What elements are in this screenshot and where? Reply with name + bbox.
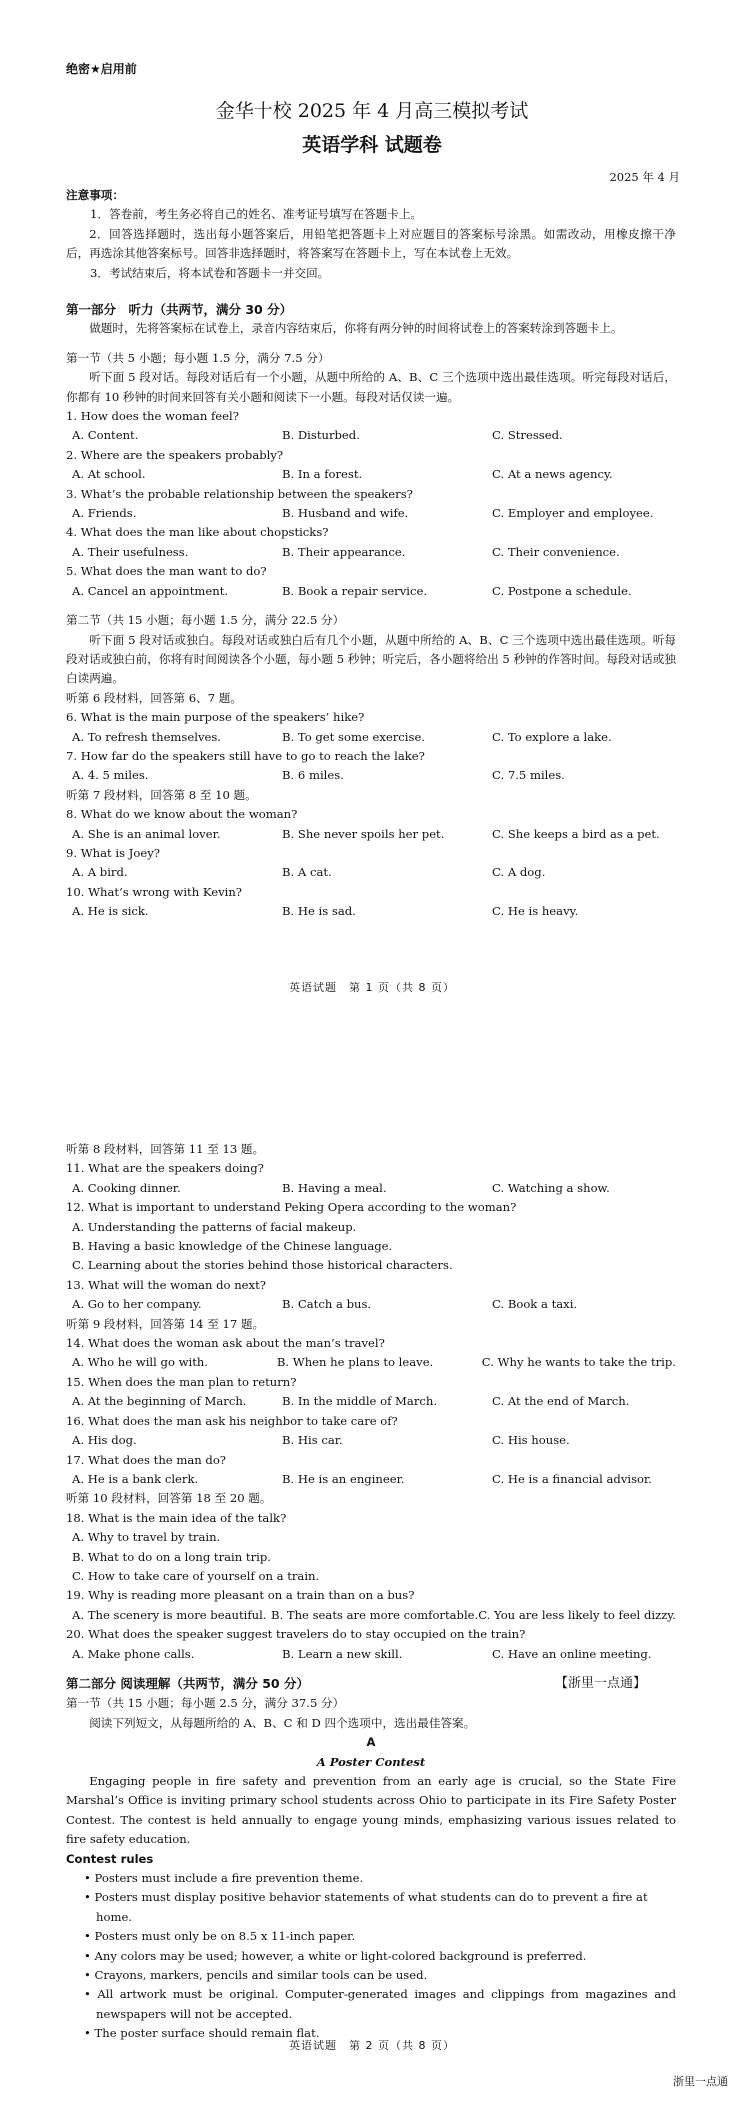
material-label: 听第 7 段材料，回答第 8 至 10 题。 [66,787,257,802]
option-a: A. 4. 5 miles. [72,768,149,783]
question-stem: 9. What is Joey? [66,845,160,860]
material-label: 听第 10 段材料，回答第 18 至 20 题。 [66,1491,272,1506]
option-c: C. Watching a show. [492,1180,610,1195]
option-c: C. Why he wants to take the trip. [481,1355,676,1370]
option-a: A. Friends. [72,506,137,521]
option-b: B. In the middle of March. [282,1394,438,1409]
option-a: A. Their usefulness. [72,544,189,559]
question-15 [66,1373,676,1412]
rule-item: • Posters must display positive behavior statements of what students can do to prevent a fire at home. [84,1890,648,1924]
option-b: B. A cat. [282,865,332,880]
option-a: A. Make phone calls. [72,1646,195,1661]
option-c: C. Book a taxi. [492,1297,578,1312]
section1-heading: 第一节（共 5 小题；每小题 1.5 分，满分 7.5 分） [66,350,330,365]
option-b: B. Catch a bus. [282,1297,372,1312]
option-c: C. She keeps a bird as a pet. [492,826,660,841]
reading-section1-intro: 阅读下列短文，从每题所给的 A、B、C 和 D 四个选项中，选出最佳答案。 [89,1715,476,1730]
question-2 [66,446,676,485]
option-b: B. In a forest. [282,467,363,482]
question-stem: 6. What is the main purpose of the speakers’ hike? [66,710,365,725]
exam-subtitle: 英语学科 试题卷 [302,134,442,156]
option-a: A. He is sick. [72,904,149,919]
material-label: 听第 6 段材料，回答第 6、7 题。 [66,690,242,705]
passage-paragraph: Engaging people in fire safety and prevention from an early age is crucial, so the State Fire Marshal’s Office is inviting primary school students across Ohio to participate in its Fire Safety Poster Contest. The contest is held annually to engage young minds, emphasizing various issues related to fire safety education. [66,1774,676,1847]
question-options [66,1645,676,1664]
question-stem: 2. Where are the speakers probably? [66,447,284,462]
option-b: B. Having a basic knowledge of the Chinese language. [72,1239,393,1254]
option-c: C. Stressed. [492,428,563,443]
question-1 [66,407,676,446]
brand-watermark: 浙里一点通 [673,2075,728,2088]
question-10 [66,883,676,922]
question-18 [66,1509,676,1587]
question-14 [66,1334,676,1373]
question-stem: 14. What does the woman ask about the man’s travel? [66,1336,385,1351]
question-options [66,1606,676,1625]
confidential-label: 绝密★启用前 [66,62,137,76]
material-label: 听第 9 段材料，回答第 14 至 17 题。 [66,1316,265,1331]
option-a: A. Understanding the patterns of facial makeup. [72,1219,357,1234]
source-tag: 【浙里一点通】 [554,1675,646,1691]
exam-page-1 [0,0,744,1012]
option-a: A. Why to travel by train. [72,1530,221,1545]
question-options [66,902,676,921]
part2-heading: 第二部分 阅读理解（共两节，满分 50 分） [66,1675,309,1691]
question-4 [66,523,676,562]
question-options [66,863,676,882]
option-b: B. 6 miles. [282,768,344,783]
question-stem: 11. What are the speakers doing? [66,1161,264,1176]
option-b: B. When he plans to leave. [276,1355,434,1370]
question-17 [66,1451,676,1490]
question-stem: 15. When does the man plan to return? [66,1374,297,1389]
option-a: A. Cancel an appointment. [72,583,229,598]
option-c: C. He is heavy. [492,904,579,919]
question-stem: 16. What does the man ask his neighbor to take care of? [66,1413,398,1428]
option-a: A. The scenery is more beautiful. [72,1607,267,1622]
question-20 [66,1625,676,1664]
option-c: C. At the end of March. [492,1394,630,1409]
listening-continued [66,1140,676,2044]
question-11 [66,1159,676,1198]
option-c: C. Their convenience. [492,544,620,559]
question-options [66,426,676,445]
question-stem: 4. What does the man like about chopsticks? [66,525,329,540]
question-options [66,582,676,601]
question-stem: 10. What’s wrong with Kevin? [66,884,243,899]
option-c: C. Learning about the stories behind those historical characters. [72,1258,453,1273]
exam-title: 金华十校 2025 年 4 月高三模拟考试 [215,100,529,122]
exam-date: 2025 年 4 月 [609,170,680,184]
question-stem: 1. How does the woman feel? [66,409,239,424]
option-b: B. She never spoils her pet. [282,826,445,841]
passage-letter: A [366,1735,376,1750]
option-b: B. His car. [282,1433,343,1448]
question-stem: 18. What is the main idea of the talk? [66,1510,287,1525]
section1-intro: 听下面 5 段对话。每段对话后有一个小题，从题中所给的 A、B、C 三个选项中选出最佳选项。听完每段对话后，你都有 10 秒钟的时间来回答有关小题和阅读下一小题。每段对话仅读一遍。 [66,370,676,404]
page-footer: 英语试题 第 2 页（共 8 页） [289,2039,455,2052]
section2-heading: 第二节（共 15 小题；每小题 1.5 分，满分 22.5 分） [66,613,345,628]
question-stem: 7. How far do the speakers still have to go to reach the lake? [66,748,425,763]
rule-item: • Posters must include a fire prevention theme. [84,1871,364,1886]
option-c: C. How to take care of yourself on a train. [72,1568,320,1583]
option-c: C. To explore a lake. [492,729,612,744]
question-options [66,825,676,844]
part1-intro: 做题时，先将答案标在试卷上，录音内容结束后，你将有两分钟的时间将试卷上的答案转涂到答题卡上。 [89,321,623,336]
question-options [66,1470,676,1489]
option-c: C. You are less likely to feel dizzy. [478,1607,676,1622]
page-footer: 英语试题 第 1 页（共 8 页） [289,981,455,994]
question-7 [66,747,676,786]
question-options [66,1353,676,1372]
question-options [66,543,676,562]
option-a: A. He is a bank clerk. [72,1471,199,1486]
notice-item: 1．答卷前，考生务必将自己的姓名、准考证号填写在答题卡上。 [90,207,423,222]
option-a: A. Content. [72,428,139,443]
reading-section1-heading: 第一节（共 15 小题；每小题 2.5 分，满分 37.5 分） [66,1696,345,1711]
rule-item: • Posters must only be on 8.5 x 11-inch paper. [84,1929,356,1944]
option-b: B. Learn a new skill. [282,1646,403,1661]
option-a: A. At the beginning of March. [72,1394,247,1409]
option-c: C. 7.5 miles. [492,768,565,783]
option-a: A. Who he will go with. [72,1355,209,1370]
question-stem: 8. What do we know about the woman? [66,807,298,822]
question-6 [66,708,676,747]
option-c: C. His house. [492,1433,570,1448]
question-stem: 5. What does the man want to do? [66,564,267,579]
question-options [66,1392,676,1411]
notice-item: 2．回答选择题时，选出每小题答案后，用铅笔把答题卡上对应题目的答案标号涂黑。如需改动，用橡皮擦干净后，再选涂其他答案标号。回答非选择题时，将答案写在答题卡上，写在本试卷上无效。 [66,226,676,261]
section2-intro: 听下面 5 段对话或独白。每段对话或独白后有几个小题，从题中所给的 A、B、C 三个选项中选出最佳选项。听每段对话或独白前，你将有时间阅读各个小题，每小题 5 秒钟；听完后，各小题将给出 5 秒钟的作答时间。每段对话或独白读两遍。 [66,632,676,686]
question-options [66,1295,676,1314]
option-b: B. Disturbed. [282,428,360,443]
option-b: B. Their appearance. [282,544,406,559]
notice-heading: 注意事项： [66,188,124,202]
option-b: B. Book a repair service. [282,583,428,598]
question-8 [66,805,676,844]
question-stem: 19. Why is reading more pleasant on a train than on a bus? [66,1588,415,1603]
question-stem: 20. What does the speaker suggest travelers do to stay occupied on the train? [66,1627,526,1642]
rules-heading: Contest rules [66,1851,154,1866]
option-a: A. Cooking dinner. [72,1180,181,1195]
question-12 [66,1198,676,1276]
question-stem: 13. What will the woman do next? [66,1277,266,1292]
option-a: A. She is an animal lover. [72,826,221,841]
notice-section [66,186,676,283]
option-c: C. He is a financial advisor. [492,1471,652,1486]
option-b: B. The seats are more comfortable. [270,1607,479,1622]
question-stem: 12. What is important to understand Peking Opera according to the woman? [66,1200,517,1215]
question-options [66,465,676,484]
option-c: C. Postpone a schedule. [492,583,632,598]
part2-heading-row [66,1674,676,1694]
notice-item: 3．考试结束后，将本试卷和答题卡一并交回。 [90,265,330,280]
question-stem: 17. What does the man do? [66,1452,227,1467]
question-5 [66,562,676,601]
option-a: A. Go to her company. [72,1297,202,1312]
question-options [66,504,676,523]
rule-item: • Crayons, markers, pencils and similar tools can be used. [84,1968,428,1983]
question-3 [66,485,676,524]
option-b: B. He is an engineer. [282,1471,405,1486]
option-c: C. A dog. [492,865,546,880]
option-c: C. Employer and employee. [492,506,654,521]
rule-item: • All artwork must be original. Computer-generated images and clippings from magazines and newspapers will not be accepted. [84,1987,676,2021]
option-b: B. He is sad. [282,904,356,919]
part1-heading: 第一部分 听力（共两节，满分 30 分） [66,302,293,317]
rule-item: • The poster surface should remain flat. [84,2026,320,2041]
question-options [66,1179,676,1198]
option-c: C. Have an online meeting. [492,1646,652,1661]
question-stem: 3. What’s the probable relationship between the speakers? [66,486,413,501]
exam-page-2 [0,1012,744,2104]
question-19 [66,1586,676,1625]
rule-item: • Any colors may be used; however, a white or light-colored background is preferred. [84,1948,587,1963]
part1-listening [66,300,676,922]
option-b: B. What to do on a long train trip. [72,1549,271,1564]
option-a: A. His dog. [72,1433,137,1448]
option-b: B. To get some exercise. [282,729,425,744]
option-b: B. Husband and wife. [282,506,409,521]
option-a: A. To refresh themselves. [72,729,221,744]
question-16 [66,1412,676,1451]
material-label: 听第 8 段材料，回答第 11 至 13 题。 [66,1142,265,1156]
question-9 [66,844,676,883]
option-a: A. At school. [72,467,146,482]
option-b: B. Having a meal. [282,1180,387,1195]
option-a: A. A bird. [72,865,128,880]
question-options [66,1431,676,1450]
option-c: C. At a news agency. [492,467,613,482]
question-options [66,766,676,785]
passage-title: A Poster Contest [316,1754,426,1769]
question-13 [66,1276,676,1315]
question-options [66,728,676,747]
